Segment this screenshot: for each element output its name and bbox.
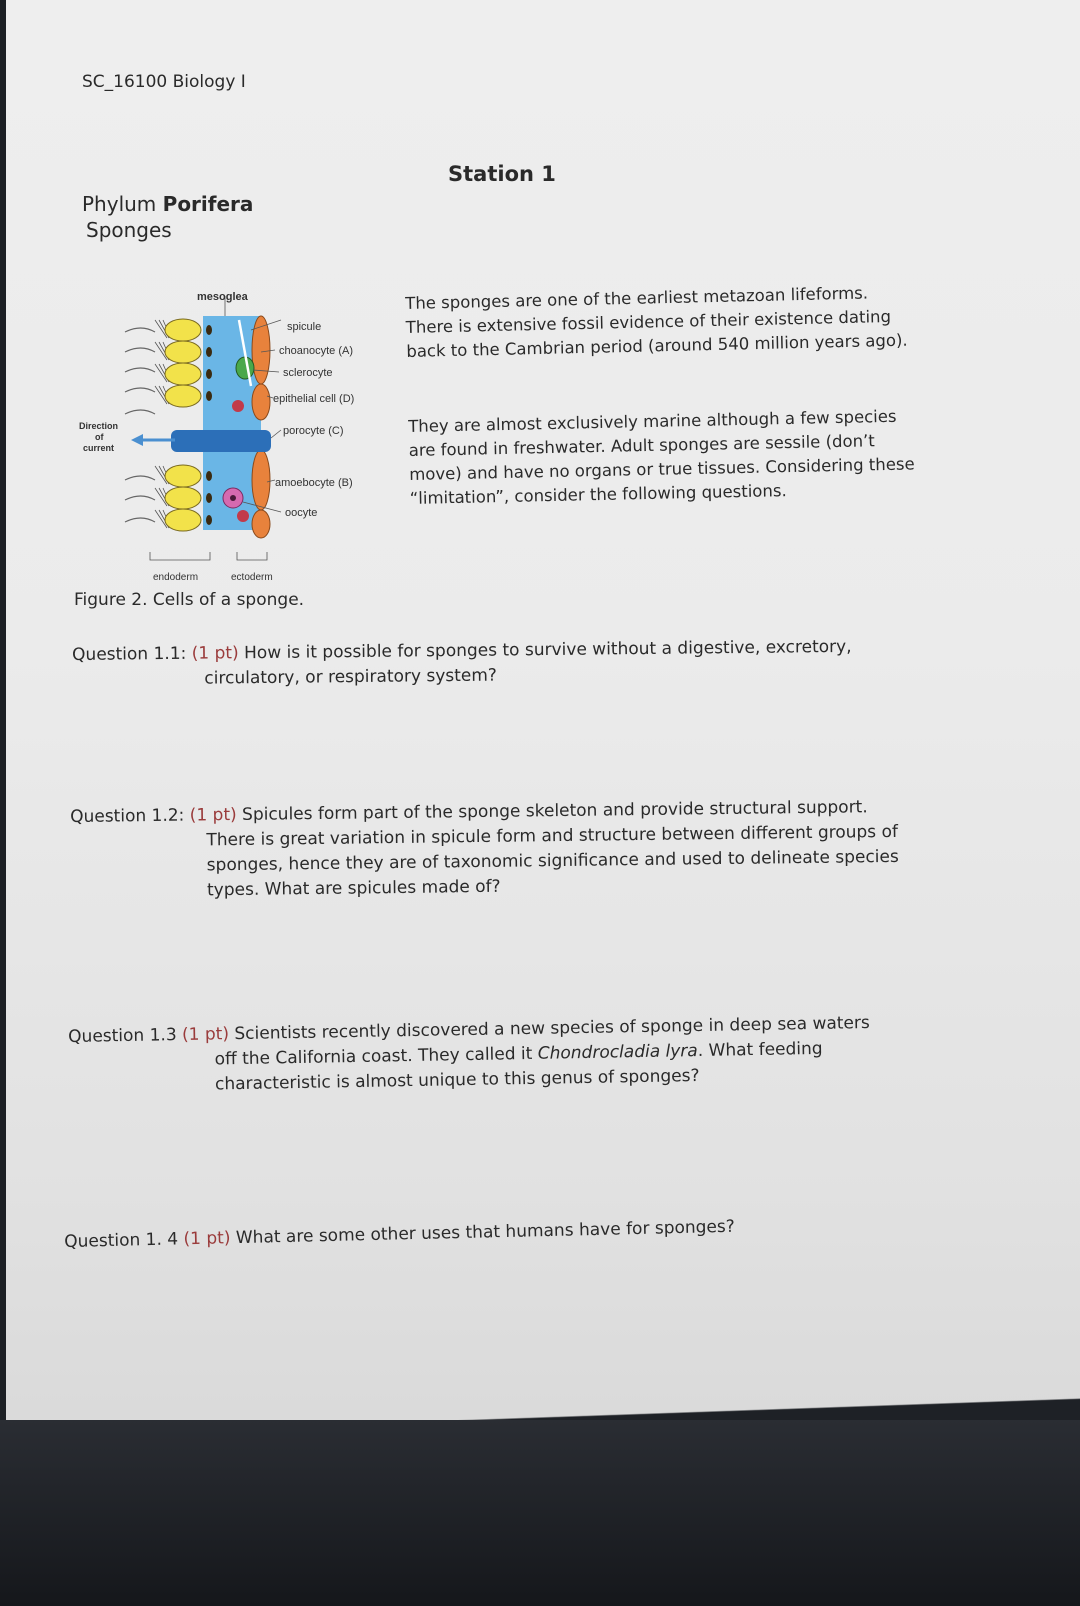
desk-background xyxy=(0,1420,1080,1606)
direction-arrow-head xyxy=(131,434,143,446)
question-1-3 xyxy=(68,1009,989,1100)
amoebocyte-cell-lower xyxy=(237,510,249,522)
question-text: How is it possible for sponges to survive without a digestive, excretory, xyxy=(238,636,852,664)
station-title: Station 1 xyxy=(448,162,556,186)
question-continuation: circulatory, or respiratory system? xyxy=(204,665,498,689)
phylum-prefix: Phylum xyxy=(82,192,163,216)
porocyte-channel xyxy=(171,430,271,452)
label-spicule: spicule xyxy=(287,321,322,333)
question-text-part: . What feeding characteristic is almost unique to this genus of sponges? xyxy=(214,1038,823,1095)
label-choanocyte: choanocyte (A) xyxy=(279,345,353,357)
label-ectoderm: ectoderm xyxy=(231,572,273,583)
phylum-title xyxy=(82,192,253,216)
amoebocyte-cell xyxy=(232,400,244,412)
question-label: Question 1.1: xyxy=(72,643,192,665)
phylum-name: Porifera xyxy=(162,192,254,216)
label-endoderm: endoderm xyxy=(153,572,199,583)
question-points: (1 pt) xyxy=(191,643,239,664)
label-amoebocyte: amoebocyte (B) xyxy=(275,477,353,489)
question-points: (1 pt) xyxy=(189,804,237,826)
flagella xyxy=(125,328,155,522)
figure-caption: Figure 2. Cells of a sponge. xyxy=(74,590,305,610)
label-mesoglea: mesoglea xyxy=(197,291,248,303)
label-direction: Direction xyxy=(79,421,119,431)
intro-paragraph-1: The sponges are one of the earliest metazoan lifeforms. There is extensive fossil evidence of their existence dating back to the Cambrian period (around 540 million years ago). xyxy=(405,283,908,361)
question-text: What are some other uses that humans have for sponges? xyxy=(230,1216,736,1249)
label-porocyte: porocyte (C) xyxy=(283,425,344,437)
label-epithelial: epithelial cell (D) xyxy=(273,393,355,405)
question-continuation: There is great variation in spicule form and structure between different groups of sponges, hence they are of taxonomic significance and used to delineate species types. What are spicules made of? xyxy=(206,821,899,901)
question-label: Question 1.3 xyxy=(68,1025,183,1047)
layer-brackets xyxy=(150,552,267,560)
label-current: current xyxy=(83,443,115,453)
question-1-1 xyxy=(72,633,992,693)
course-code: SC_16100 Biology I xyxy=(82,72,246,92)
question-label: Question 1. 4 xyxy=(64,1229,184,1252)
label-of: of xyxy=(95,432,104,442)
question-text: Scientists recently discovered a new species of sponge in deep sea waters xyxy=(228,1013,870,1045)
question-label: Question 1.2: xyxy=(70,805,190,827)
sponge-cells-diagram xyxy=(75,290,395,590)
question-points: (1 pt) xyxy=(183,1228,231,1250)
intro-paragraph-2: They are almost exclusively marine although a few species are found in freshwater. Adult sponges are sessile (don’t move) and have no organs or true tissues. Considering these “limitation”, consider the following questions. xyxy=(408,406,915,508)
oocyte-nucleus xyxy=(230,495,236,501)
sclerocyte-cell xyxy=(236,357,254,379)
question-points: (1 pt) xyxy=(181,1024,230,1046)
question-text-part: off the California coast. They called it xyxy=(214,1043,538,1070)
common-name: Sponges xyxy=(86,218,172,242)
choanocyte-cells xyxy=(165,319,201,531)
label-oocyte: oocyte xyxy=(285,507,318,519)
species-name: Chondrocladia lyra xyxy=(537,1041,698,1064)
question-1-2 xyxy=(70,794,991,905)
question-text: Spicules form part of the sponge skeleton and provide structural support. xyxy=(236,797,868,825)
label-sclerocyte: sclerocyte xyxy=(283,367,333,379)
